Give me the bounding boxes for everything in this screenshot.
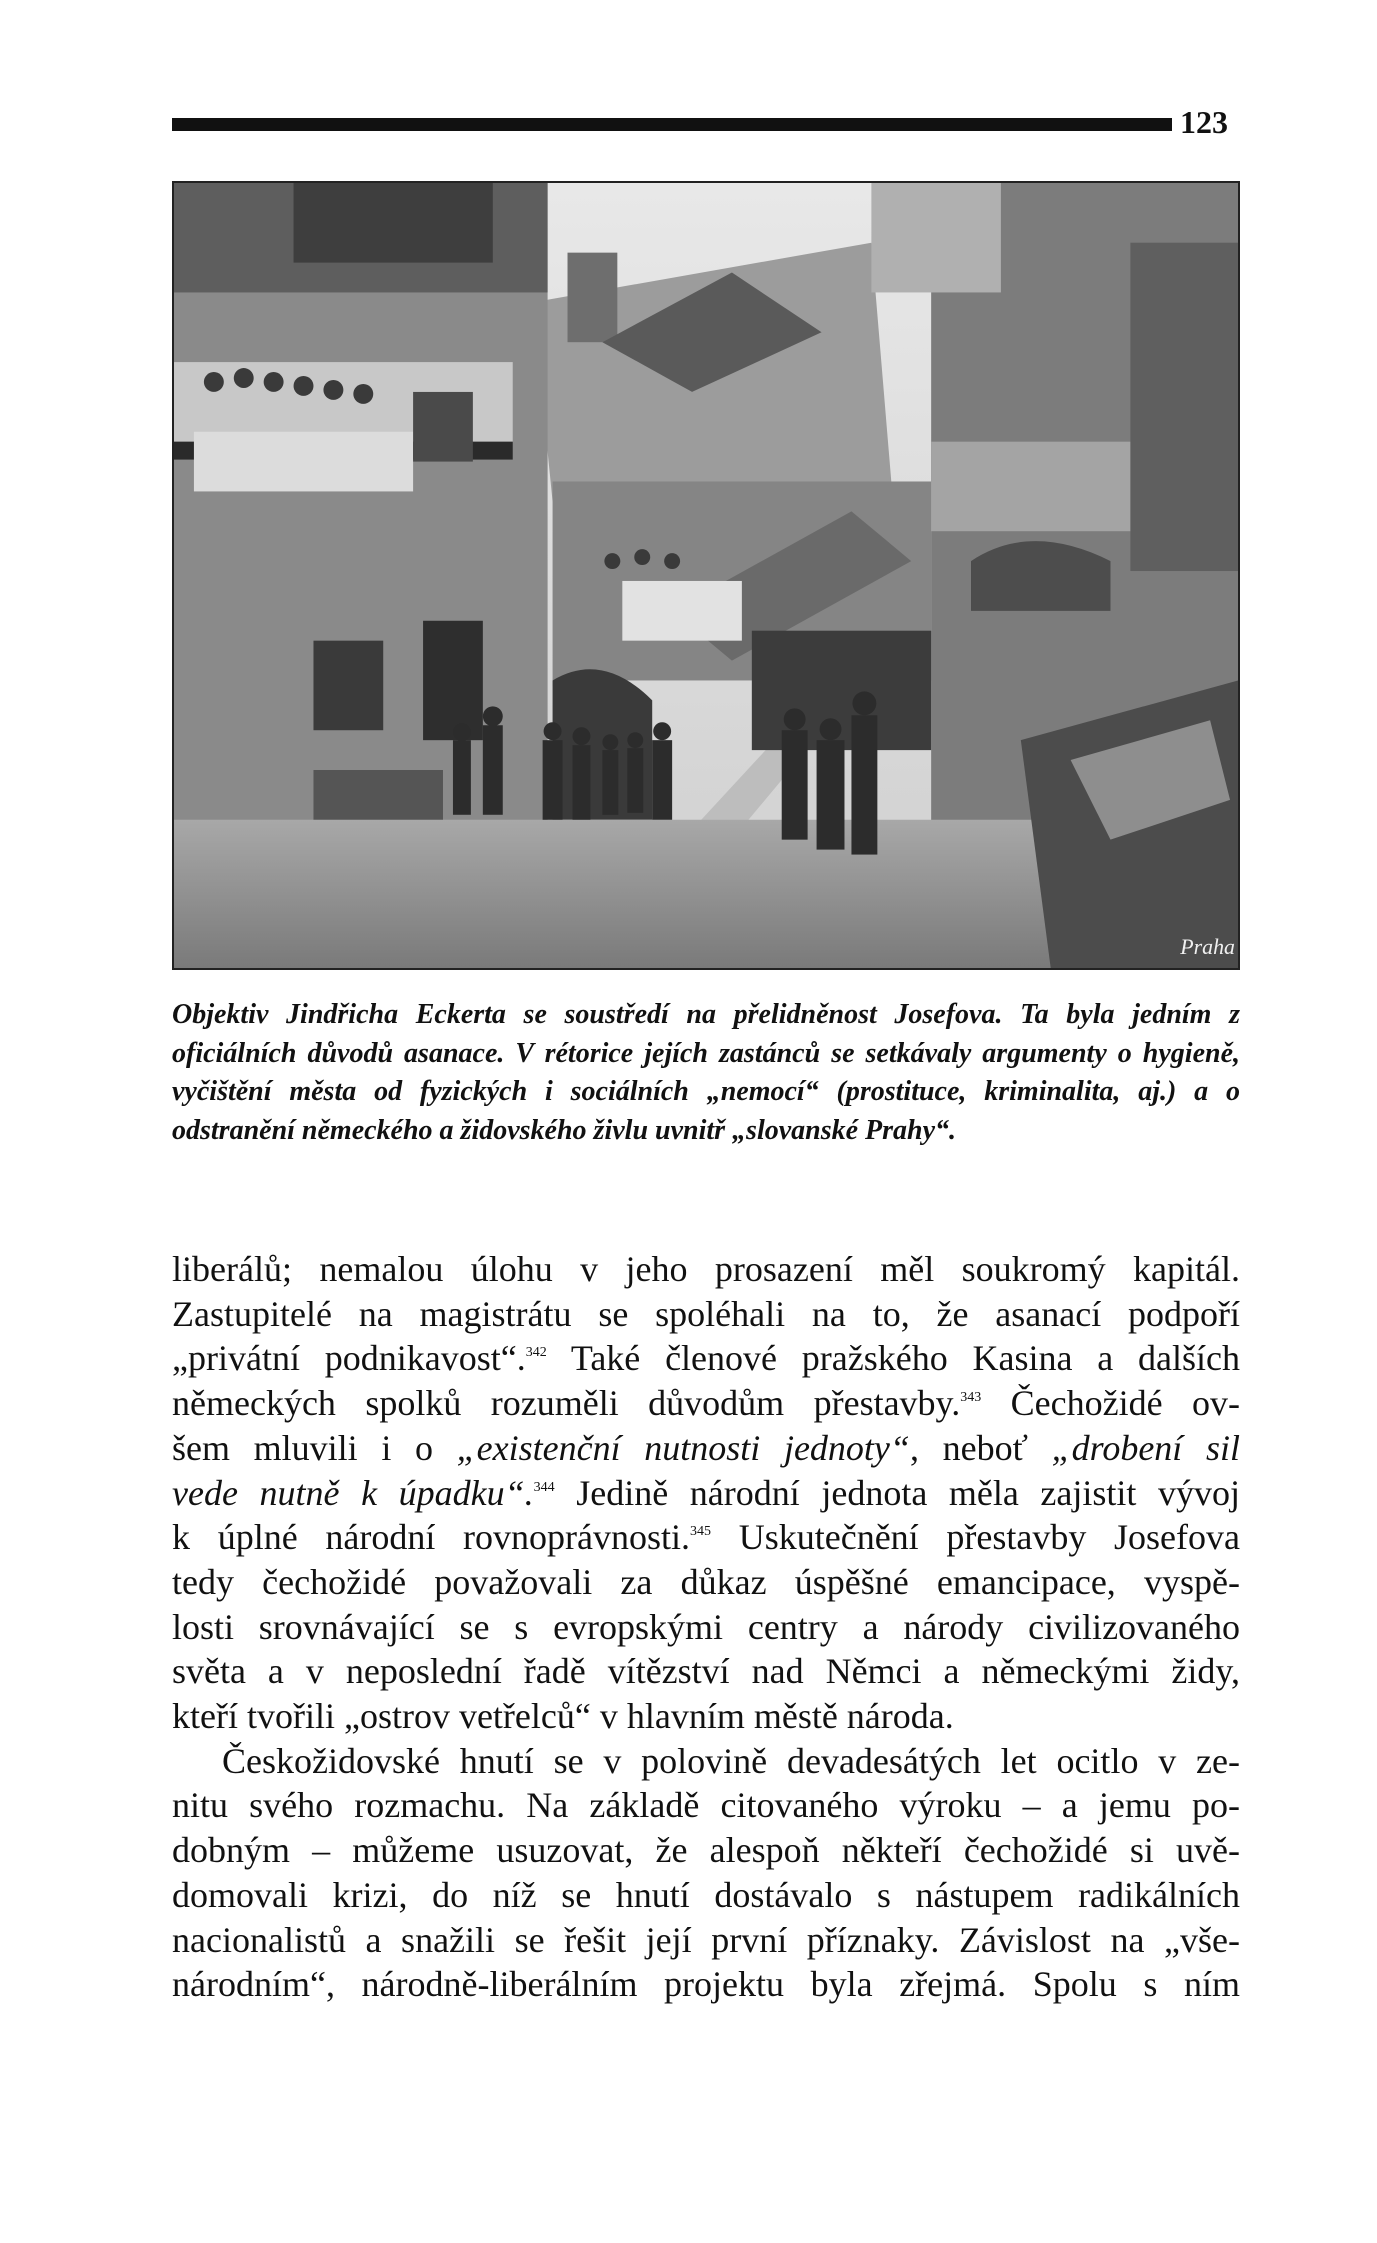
body-line: Zastupitelé na magistrátu se spoléhali na to, že asanací podpoří [172,1293,1240,1334]
header-rule [172,118,1172,131]
body-line: nacionalistů a snažili se řešit její první příznaky. Závislost na „vše- [172,1919,1240,1960]
quote-italic: „drobení sil [1051,1427,1240,1468]
historical-photo [172,181,1240,970]
body-text [172,1247,1240,2007]
photo-watermark: Praha [1180,934,1235,960]
body-line: šem mluvili i o „existenční nutnosti jednoty“, neboť „drobení sil [172,1427,1240,1468]
body-line: dobným – můžeme usuzovat, že alespoň někteří čechožidé si uvě- [172,1830,1240,1871]
body-line: národním“, národně-liberálním projektu byla zřejmá. Spolu s ním [172,1964,1240,2005]
page-number: 123 [1180,104,1228,140]
quote-italic: vede nutně k úpadku“. [172,1472,534,1513]
body-line: liberálů; nemalou úlohu v jeho prosazení měl soukromý kapitál. [172,1249,1240,1289]
footnote-ref: 345 [690,1524,712,1540]
body-line: Českožidovské hnutí se v polovině devadesátých let ocitlo v ze- [222,1740,1240,1781]
footnote-ref: 342 [525,1345,547,1361]
body-line: nitu svého rozmachu. Na základě citovaného výroku – a jemu po- [172,1785,1240,1826]
body-line: losti srovnávající se s evropskými centry a národy civilizovaného [172,1606,1240,1647]
photo-caption: Objektiv Jindřicha Eckerta se soustředí na přelidněnost Josefova. Ta byla jedním z oficiálních důvodů asanace. V rétorice jejích zastánců se setkávaly argumenty o hygieně, vyčištění města od fyzických i sociálních „nemocí“ (prostituce, kriminalita, aj.) a o odstranění německého a židovského živlu uvnitř „slovanské Prahy“. [172,999,1240,1146]
courtyard-photo-illustration [174,183,1238,968]
body-line: německých spolků rozuměli důvodům přestavby.$^{343}$ Čechožidé ov- [172,1383,1240,1424]
quote-italic: „existenční nutnosti jednoty“ [456,1427,910,1468]
body-line: tedy čechožidé považovali za důkaz úspěšné emancipace, vyspě- [172,1561,1240,1602]
body-line: světa a v neposlední řadě vítězství nad Němci a německými židy, [172,1651,1240,1692]
body-line: vede nutně k úpadku“.$^{344}$ Jedině národní jednota měla zajistit vývoj [172,1472,1240,1513]
body-line: domovali krizi, do níž se hnutí dostávalo s nástupem radikálních [172,1874,1240,1915]
body-line: k úplné národní rovnoprávnosti.$^{345}$ Uskutečnění přestavby Josefova [172,1517,1241,1558]
footnote-ref: 343 [960,1390,982,1406]
body-line: kteří tvořili „ostrov vetřelců“ v hlavním městě národa. [172,1696,954,1737]
footnote-ref: 344 [533,1479,555,1495]
body-line: „privátní podnikavost“.$^{342}$ Také členové pražského Kasina a dalších [172,1338,1241,1379]
